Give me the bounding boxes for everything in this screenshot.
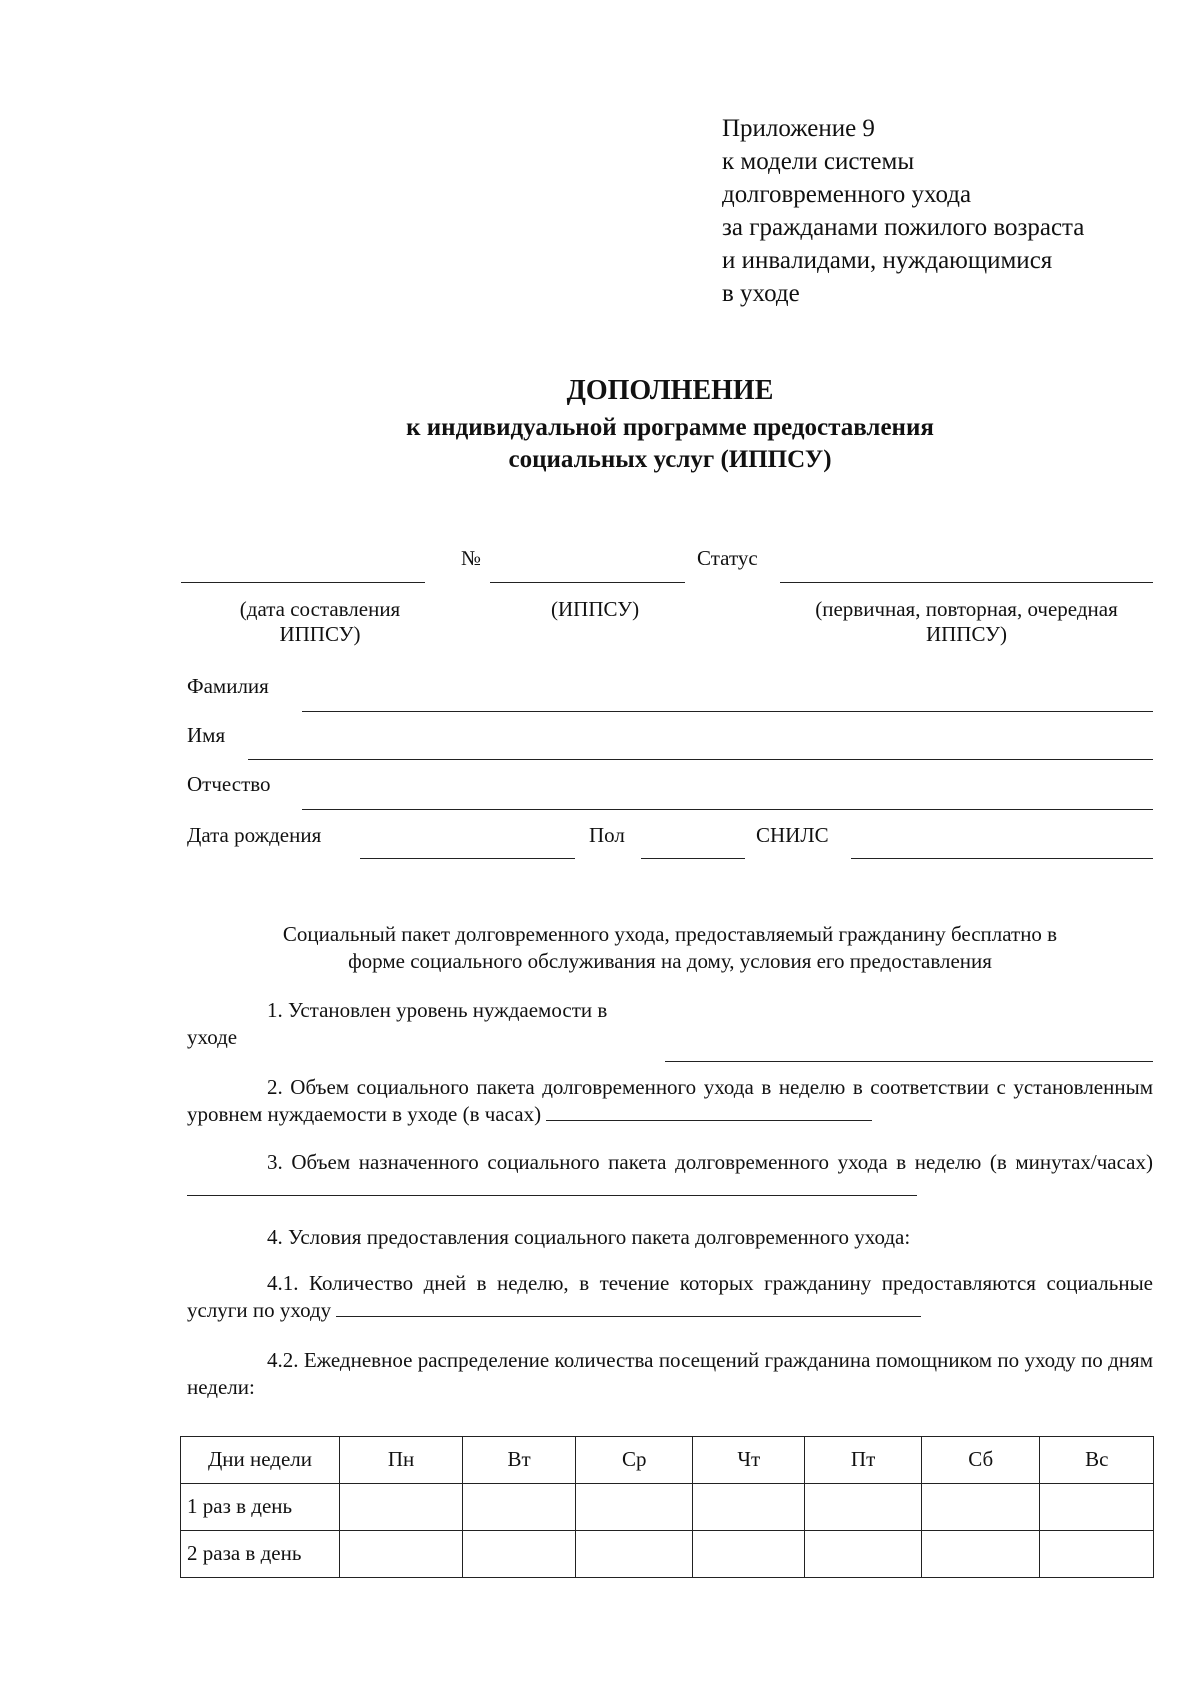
ippsu-number-line[interactable]	[490, 582, 685, 583]
item-42-text: 4.2. Ежедневное распределение количества посещений гражданина помощником по уходу по дням недели:	[187, 1348, 1153, 1399]
status-caption	[780, 597, 1153, 647]
weekly-visits-table	[180, 1436, 1154, 1578]
table-cell[interactable]	[805, 1531, 922, 1578]
ippsu-caption: (ИППСУ)	[551, 597, 640, 621]
table-header-cell: Дни недели	[181, 1437, 340, 1484]
patronymic-label: Отчество	[187, 772, 271, 796]
item-1-text-cont: уходе	[187, 1025, 238, 1049]
table-cell[interactable]	[576, 1484, 693, 1531]
table-cell[interactable]	[340, 1484, 463, 1531]
table-cell[interactable]	[921, 1484, 1040, 1531]
snils-label: СНИЛС	[756, 823, 829, 847]
snils-field[interactable]	[851, 858, 1153, 859]
patronymic-field[interactable]	[302, 809, 1153, 810]
appendix-line: к модели системы	[722, 148, 915, 175]
date-caption-line: (дата составления	[239, 597, 401, 621]
table-cell[interactable]	[576, 1531, 693, 1578]
table-cell[interactable]	[805, 1484, 922, 1531]
document-subtitle: к индивидуальной программе предоставления	[406, 414, 934, 441]
date-caption	[181, 597, 459, 647]
appendix-line: и инвалидами, нуждающимися	[722, 247, 1053, 274]
status-label: Статус	[697, 546, 758, 570]
appendix-line: Приложение 9	[722, 115, 875, 142]
sex-field[interactable]	[641, 858, 745, 859]
number-sign: №	[461, 546, 482, 570]
item-3-label: 3. Объем назначенного социального пакета долговременного ухода в неделю (в минутах/часах)	[267, 1150, 1153, 1174]
section-heading-line: Социальный пакет долговременного ухода, предоставляемый гражданину бесплатно в	[282, 922, 1058, 946]
table-cell[interactable]	[1040, 1531, 1154, 1578]
section-heading-line: форме социального обслуживания на дому, условия его предоставления	[348, 949, 992, 973]
appendix-line: за гражданами пожилого возраста	[722, 214, 1085, 241]
appendix-line: в уходе	[722, 280, 800, 307]
date-caption-line: ИППСУ)	[279, 622, 361, 647]
table-cell[interactable]	[693, 1531, 805, 1578]
table-row	[181, 1531, 1154, 1578]
item-1-text: 1. Установлен уровень нуждаемости в	[267, 998, 608, 1022]
row-label: 2 раза в день	[181, 1531, 340, 1578]
birth-date-label: Дата рождения	[187, 823, 322, 847]
table-cell[interactable]	[463, 1531, 576, 1578]
assigned-volume-field[interactable]	[187, 1177, 917, 1196]
status-line[interactable]	[780, 582, 1153, 583]
document-subtitle-2: социальных услуг (ИППСУ)	[508, 446, 832, 473]
table-header-row	[181, 1437, 1154, 1484]
status-caption-line: (первичная, повторная, очередная	[815, 597, 1118, 621]
name-label: Имя	[187, 723, 226, 747]
table-header-cell: Вт	[463, 1437, 576, 1484]
item-3-text	[187, 1149, 1153, 1203]
appendix-line: долговременного ухода	[722, 181, 972, 208]
item-2-text	[187, 1074, 1153, 1128]
table-header-cell: Сб	[921, 1437, 1040, 1484]
document-title: ДОПОЛНЕНИЕ	[566, 375, 774, 406]
sex-label: Пол	[589, 823, 625, 847]
section-heading	[187, 921, 1153, 975]
row-label: 1 раз в день	[181, 1484, 340, 1531]
date-line[interactable]	[181, 582, 425, 583]
item-2-label: 2. Объем социального пакета долговременного ухода в неделю в соответствии с установленным уровнем нуждаемости в уходе (в часах)	[187, 1075, 1153, 1126]
table-header-cell: Пт	[805, 1437, 922, 1484]
need-level-field[interactable]	[665, 1061, 1153, 1062]
table-cell[interactable]	[921, 1531, 1040, 1578]
table-header-cell: Пн	[340, 1437, 463, 1484]
item-4-text: 4. Условия предоставления социального пакета долговременного ухода:	[267, 1225, 911, 1249]
table-header-cell: Вс	[1040, 1437, 1154, 1484]
table-header-cell: Ср	[576, 1437, 693, 1484]
days-per-week-field[interactable]	[336, 1298, 921, 1317]
table-cell[interactable]	[1040, 1484, 1154, 1531]
item-41-text	[187, 1270, 1153, 1324]
name-field[interactable]	[248, 759, 1153, 760]
birth-date-field[interactable]	[360, 858, 575, 859]
table-row	[181, 1484, 1154, 1531]
table-cell[interactable]	[693, 1484, 805, 1531]
item-41-label: 4.1. Количество дней в неделю, в течение которых гражданину предоставляются социальные услуги по уходу	[187, 1271, 1153, 1322]
table-cell[interactable]	[463, 1484, 576, 1531]
table-header-cell: Чт	[693, 1437, 805, 1484]
appendix-note	[722, 112, 1084, 310]
table-cell[interactable]	[340, 1531, 463, 1578]
surname-label: Фамилия	[187, 674, 269, 698]
weekly-hours-field[interactable]	[546, 1102, 872, 1121]
surname-field[interactable]	[302, 711, 1153, 712]
status-caption-line: ИППСУ)	[925, 622, 1008, 647]
